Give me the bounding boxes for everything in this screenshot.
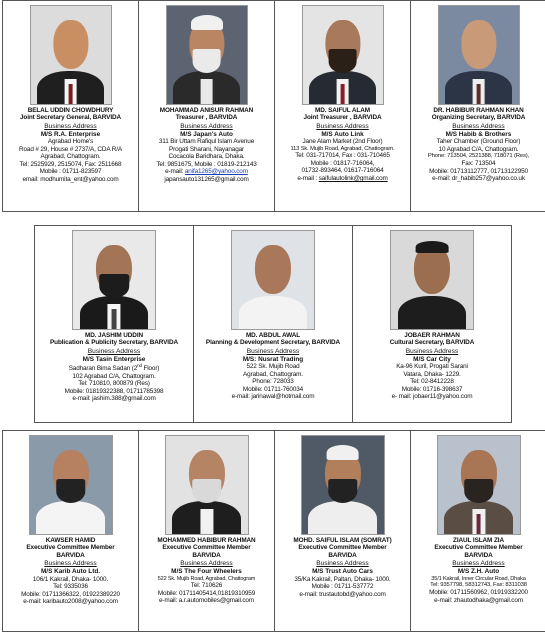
business-address-label: Business Address bbox=[316, 122, 369, 130]
address-line: 35/Ka Kakrail, Paltan, Dhaka- 1000. bbox=[294, 575, 391, 583]
member-title-org: BARVIDA bbox=[464, 551, 493, 559]
contact-line: 01732-893464, 01617-716064 bbox=[301, 167, 384, 175]
member-title: Executive Committee Member bbox=[162, 544, 251, 552]
address-line: Vatara, Dhaka- 1229. bbox=[403, 370, 461, 378]
member-photo bbox=[301, 435, 385, 535]
firm-name: M/S Karib Auto Ltd. bbox=[40, 568, 101, 576]
member-title: Treasurer , BARVIDA bbox=[175, 114, 238, 122]
contact-line: Mobile : 01711-823597 bbox=[39, 168, 102, 176]
email-label: e-mail : bbox=[297, 174, 318, 182]
firm-name: M/S Z.H. Auto bbox=[457, 568, 500, 576]
business-address-label: Business Address bbox=[246, 347, 300, 355]
address-line: 522 Sk. Mujib Road, Agrabad, Chattogram bbox=[157, 575, 256, 582]
member-title: Executive Committee Member bbox=[434, 544, 523, 552]
address-line: Ka-96 Kuril, Progati Sarani bbox=[396, 363, 468, 371]
member-name: MD. SAIFUL ALAM bbox=[315, 107, 370, 114]
contact-line: Tel: 2525929, 2515074, Fax: 2511668 bbox=[19, 160, 122, 168]
contact-line: Tel: 9851675, Mobile : 01819-212143 bbox=[156, 160, 257, 168]
firm-name: M/S: Nusrat Trading bbox=[242, 355, 304, 363]
email-line: e-mail: jashim.388@gmail.com bbox=[72, 395, 156, 403]
committee-row-3 bbox=[2, 430, 545, 632]
contact-line: Tel: 9357798, 58312743, Fax: 8311038 bbox=[430, 582, 527, 589]
contact-line: Mobile: 01711560962, 01919332200 bbox=[429, 589, 528, 597]
contact-line: Mobile : 01817-716064, bbox=[310, 159, 375, 167]
email-line: email: modhumita_ent@yahoo.com bbox=[22, 175, 119, 183]
business-address-label: Business Address bbox=[180, 122, 233, 130]
member-card bbox=[410, 430, 545, 632]
contact-line: Tel: 710626 bbox=[190, 582, 223, 590]
member-name: MOHAMMED HABIBUR RAHMAN bbox=[157, 537, 256, 544]
business-address-label: Business Address bbox=[44, 560, 97, 568]
address-line: 35/1 Kakrail, Inner Circular Road, Dhaka bbox=[431, 575, 526, 582]
contact-line: Phone: 713504, 2521388, 718071 (Res), bbox=[427, 153, 530, 160]
address-line: 102 Agrabad C/A, Chattogram. bbox=[72, 372, 156, 380]
member-name: MOHAMMAD ANISUR RAHMAN bbox=[159, 107, 254, 114]
committee-row-2 bbox=[34, 225, 511, 423]
member-card bbox=[274, 430, 411, 632]
member-title: Publication & Publicity Secretary, BARVIDA bbox=[49, 339, 179, 347]
member-title: Executive Committee Member bbox=[298, 544, 387, 552]
address-line: Road # 29, House # 2737/A, CDA R/A bbox=[19, 145, 122, 153]
member-card bbox=[138, 0, 275, 212]
contact-line: Tel: 02-8412228 bbox=[410, 378, 454, 386]
committee-row-1 bbox=[2, 0, 545, 212]
member-card bbox=[2, 430, 139, 632]
email-line: e-mail: karibauto2008@yahoo.com bbox=[23, 598, 118, 606]
contact-line: Mobile: 01713112777, 01713122950 bbox=[429, 167, 528, 175]
contact-line: Mobile : 01711-537772 bbox=[311, 583, 374, 591]
address-line: Jane Alam Market (2nd Floor) bbox=[302, 138, 383, 146]
contact-line: Fax: 713504 bbox=[461, 160, 496, 168]
member-photo bbox=[437, 435, 521, 535]
member-name: MOHD. SAIFUL ISLAM (SOMRAT) bbox=[293, 537, 392, 544]
contact-line: Mobile: 01711-760034 bbox=[242, 385, 304, 393]
member-title-org: BARVIDA bbox=[56, 551, 85, 559]
member-photo bbox=[29, 435, 113, 535]
member-name: DR. HABIBUR RAHMAN KHAN bbox=[433, 107, 524, 114]
member-photo bbox=[390, 230, 474, 330]
email-line bbox=[277, 175, 408, 182]
firm-name: M/S R.A. Enterprise bbox=[40, 130, 101, 138]
member-card bbox=[352, 225, 512, 423]
address-line: Cocacola Baridhara, Dhaka. bbox=[168, 153, 245, 161]
address-line: Agrabad Home's bbox=[47, 138, 94, 146]
firm-name: M/S Car City bbox=[413, 355, 451, 363]
address-line: Agrabad, Chattogram. bbox=[40, 153, 101, 161]
member-title: Executive Committee Member bbox=[26, 544, 115, 552]
member-title: Planning & Development Secretary, BARVIDA bbox=[205, 339, 341, 347]
address-line: Progati Sharani, Nayanagar bbox=[169, 145, 244, 153]
email-line: e-mail: zhautodhaka@gmail.com bbox=[434, 596, 523, 604]
address-line: 10 Agrabad C/A, Chattogram. bbox=[438, 145, 519, 153]
member-name: JOBAER RAHMAN bbox=[404, 332, 460, 339]
member-card bbox=[138, 430, 275, 632]
contact-line: Mobile: 01716-398637 bbox=[401, 385, 463, 393]
business-address-label: Business Address bbox=[452, 560, 505, 568]
member-photo bbox=[166, 5, 248, 105]
member-name: MD. JASHIM UDDIN bbox=[84, 332, 144, 339]
address-line: Sadharan Bima Sadan (2nd Floor) bbox=[68, 363, 160, 373]
member-title: Organizing Secretary, BARVIDA bbox=[431, 114, 526, 122]
firm-name: M/S Japan's Auto bbox=[180, 130, 233, 138]
business-address-label: Business Address bbox=[44, 122, 97, 130]
address-line: 106/1 Kakrail, Dhaka- 1000. bbox=[32, 575, 109, 583]
member-card bbox=[193, 225, 353, 423]
contact-line: Tel: 031-717014, Fax : 031-710465 bbox=[295, 152, 390, 160]
email-line: japansauto131265@gmail.com bbox=[164, 175, 249, 183]
email-line: e-mail: trustautobd@yahoo.com bbox=[299, 590, 386, 598]
member-card bbox=[34, 225, 194, 423]
member-photo bbox=[302, 5, 384, 105]
member-title: Joint Treasurer , BARVIDA bbox=[303, 114, 382, 122]
email-line: e-mail: jarinawal@hotmail.com bbox=[231, 393, 315, 401]
contact-line: Mobile: 01711366322, 01922389220 bbox=[21, 590, 120, 598]
address-line: 522 Sk. Mujib Road bbox=[246, 363, 300, 371]
address-line: 113 Sk. Mujib Road, Agrabad, Chattogram. bbox=[290, 145, 395, 152]
member-photo bbox=[231, 230, 315, 330]
contact-line: Mobile: 01819322388, 01711785398 bbox=[64, 387, 164, 395]
member-photo bbox=[438, 5, 520, 105]
email-label: e-mail: bbox=[165, 168, 184, 176]
firm-name: M/S Trust Auto Cars bbox=[312, 568, 373, 576]
email-link[interactable]: anifa1265@yahoo.com bbox=[184, 168, 248, 176]
firm-name: M/S Auto Link bbox=[321, 130, 364, 138]
address-line: Agrabad, Chattogram. bbox=[243, 370, 303, 378]
email-line: e- mail: jobaer11@yahoo.com bbox=[391, 393, 473, 401]
address-line: Taher Chamber (Ground Floor) bbox=[436, 138, 521, 146]
member-card bbox=[2, 0, 139, 212]
member-photo bbox=[30, 5, 112, 105]
email-line: e-mail: a.r.automobiles@gmail.com bbox=[159, 597, 254, 605]
business-address-label: Business Address bbox=[180, 560, 233, 568]
member-name: MD. ABDUL AWAL bbox=[245, 332, 301, 339]
member-title-org: BARVIDA bbox=[192, 551, 221, 559]
contact-line: Phone: 728033 bbox=[252, 378, 294, 386]
address-line: 311 Bir Uttam Rafiqul Islam Avenue bbox=[158, 138, 255, 146]
member-title: Joint Secretary General, BARVIDA bbox=[19, 114, 122, 122]
email-line bbox=[141, 168, 272, 175]
member-name: KAWSER HAMID bbox=[45, 537, 96, 544]
contact-line: Tel: 9335036 bbox=[53, 583, 88, 591]
member-card bbox=[410, 0, 545, 212]
member-photo bbox=[72, 230, 156, 330]
business-address-label: Business Address bbox=[87, 347, 141, 355]
email-line: e-mail: dr_habib257@yahoo.co.uk bbox=[432, 175, 525, 182]
member-title: Cultural Secretary, BARVIDA bbox=[389, 339, 475, 347]
firm-name: M/S Habib & Brothers bbox=[445, 130, 512, 138]
firm-name: M/S Tasin Enterprise bbox=[82, 355, 146, 363]
member-name: ZIAUL ISLAM ZIA bbox=[453, 537, 504, 544]
member-photo bbox=[165, 435, 249, 535]
member-card bbox=[274, 0, 411, 212]
business-address-label: Business Address bbox=[316, 560, 369, 568]
member-title-org: BARVIDA bbox=[328, 551, 357, 559]
business-address-label: Business Address bbox=[405, 347, 459, 355]
member-name: BELAL UDDIN CHOWDHURY bbox=[27, 107, 114, 114]
firm-name: M/S The Four Wheelers bbox=[171, 568, 242, 576]
email-link[interactable]: saifulautolink@gmail.com bbox=[318, 174, 388, 182]
business-address-label: Business Address bbox=[452, 122, 505, 130]
contact-line: Mobile: 01711405414,01819310959 bbox=[157, 589, 256, 597]
contact-line: Tel: 710810, 800879 (Res) bbox=[78, 380, 150, 388]
